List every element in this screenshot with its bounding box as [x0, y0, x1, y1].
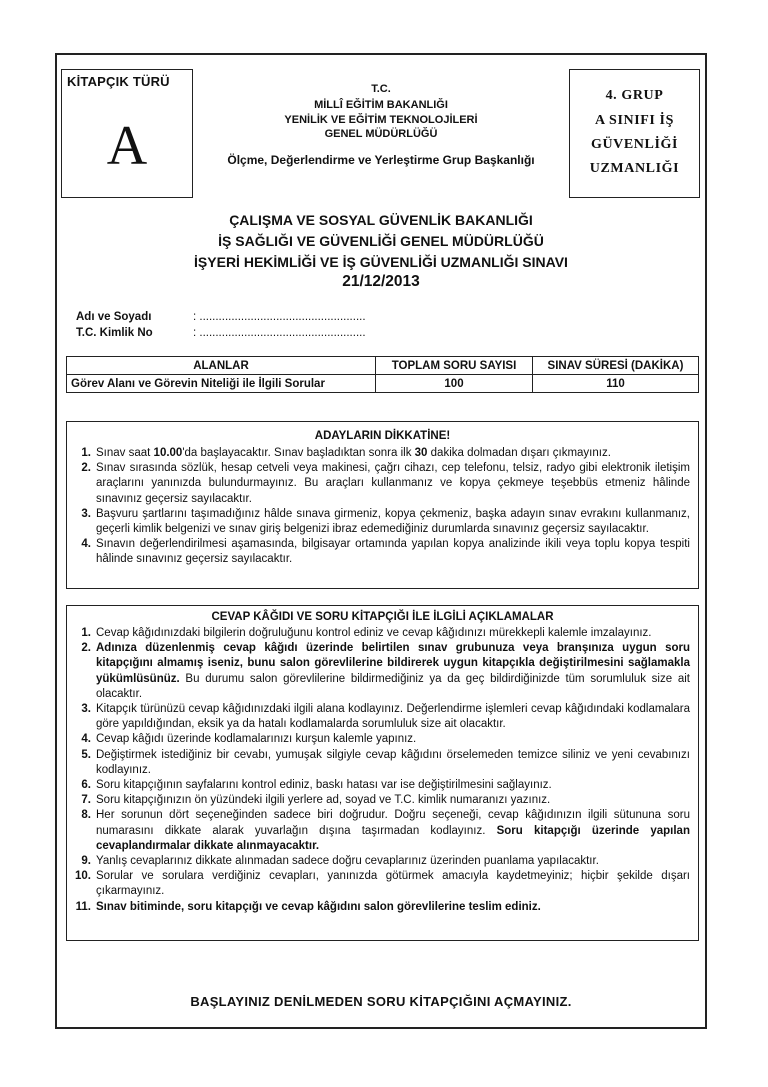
list-item: 5. Değiştirmek istediğiniz bir cevabı, yumuşak silgiyle cevap kâğıdını örselemeden temizce siliniz ve yeni cevabınızı kodlayınız.	[81, 748, 690, 776]
table-header-row	[67, 357, 699, 375]
group-line: GÜVENLİĞİ	[590, 137, 679, 152]
table-row	[67, 375, 699, 393]
exam-title: İŞYERİ HEKİMLİĞİ VE İŞ GÜVENLİĞİ UZMANLIĞI SINAVI	[194, 254, 568, 270]
booklet-type-label: KİTAPÇIK TÜRÜ	[67, 74, 170, 89]
candidate-attention-box	[66, 421, 699, 589]
cell-question-count: 100	[376, 375, 533, 393]
cell-duration: 110	[533, 375, 699, 393]
exam-date: 21/12/2013	[342, 273, 420, 290]
id-number-label: T.C. Kimlik No	[76, 327, 153, 339]
name-field[interactable]: : ....................................................	[193, 311, 366, 323]
list-item: 1. Sınav saat 10.00'da başlayacaktır. Sınav başladıktan sonra ilk 30 dakika dolmadan dışarı çıkmayınız.	[81, 447, 611, 459]
do-not-open-warning: BAŞLAYINIZ DENİLMEDEN SORU KİTAPÇIĞINI AÇMAYINIZ.	[190, 994, 572, 1009]
list-item: 7. Soru kitapçığınızın ön yüzündeki ilgili yerlere ad, soyad ve T.C. kimlik numaranızı yazınız.	[81, 794, 551, 807]
group-line: 4. GRUP	[605, 88, 664, 103]
answer-sheet-explanations-box	[66, 605, 699, 941]
group-line: A SINIFI İŞ	[595, 113, 674, 128]
attention-list	[67, 446, 698, 568]
list-item: 6. Soru kitapçığının sayfalarını kontrol ediniz, baskı hatası var ise değiştirilmesini sağlayınız.	[81, 779, 552, 792]
directorate-title: İŞ SAĞLIĞI VE GÜVENLİĞİ GENEL MÜDÜRLÜĞÜ	[218, 233, 544, 249]
header-org-tc: T.C.	[371, 83, 391, 95]
list-item: 2. Sınav sırasında sözlük, hesap cetveli veya makinesi, çağrı cihazı, cep telefonu, telsiz, radyo gibi elektronik iletişim araçlarını yanınızda bulundurmayınız. Bu araçları kullanmanız ve kopya çekmeye teşebbüs etmeniz hâlinde sınavınız geçersiz sayılacaktır.	[81, 462, 690, 505]
list-item: 3. Başvuru şartlarını taşımadığınız hâlde sınava girmeniz, kopya çekmeniz, başka adayın sınav evrakını kullanmanız, geçerli kimlik belgenizi ve sınav giriş belgenizi ibraz edemediğiniz durumlarda sınavınız geçersiz sayılacaktır.	[81, 507, 690, 536]
header-org-ministry: MİLLÎ EĞİTİM BAKANLIĞI	[314, 99, 448, 111]
attention-title: ADAYLARIN DİKKATİNE!	[314, 430, 451, 442]
explanations-list	[67, 626, 698, 915]
exam-group-box	[569, 69, 700, 198]
name-label: Adı ve Soyadı	[76, 311, 152, 323]
header-cell-duration: SINAV SÜRESİ (DAKİKA)	[533, 357, 699, 375]
list-item: 3. Kitapçık türünüzü cevap kâğıdınızdaki ilgili alana kodlayınız. Değerlendirme işlemleri cevap kâğıdındaki kodlamalara göre yapıldığından, eksik ya da hatalı kodlamalarda sorumluluk size ait olacaktır.	[81, 703, 690, 731]
list-item: 1. Cevap kâğıdınızdaki bilgilerin doğruluğunu kontrol ediniz ve cevap kâğıdınızı mürekkepli kalemle imzalayınız.	[81, 627, 652, 639]
list-item: 2. Adınıza düzenlenmiş cevap kâğıdı üzerinde belirtilen sınav grubunuza veya branşınıza uygun soru kitapçığını almamış iseniz, bunu salon görevlilerine bildirerek uygun kitapçıkla değiştirilmesini sağlamakla yükümlüsünüz. Bu durumu salon görevlilerine bildirmediğiniz ya da geç bildirdiğinizde tüm sorumluluk size ait olacaktır.	[81, 642, 690, 700]
explanations-title: CEVAP KÂĞIDI VE SORU KİTAPÇIĞI İLE İLGİLİ AÇIKLAMALAR	[211, 611, 554, 623]
cell-field-name: Görev Alanı ve Görevin Niteliği ile İlgili Sorular	[67, 375, 376, 393]
list-item: 10. Sorular ve sorulara verdiğiniz cevapları, yanınızda götürmek amacıyla kaydetmeyiniz; hiçbir şekilde dışarı çıkarmayınız.	[75, 870, 690, 898]
list-item: 4. Sınavın değerlendirilmesi aşamasında, bilgisayar ortamında yapılan kopya analizinde ikili veya toplu kopya tespiti hâlinde sınavınız geçersiz sayılacaktır.	[81, 538, 690, 566]
id-number-field[interactable]: : ....................................................	[193, 327, 366, 339]
header-cell-question-count: TOPLAM SORU SAYISI	[376, 357, 533, 375]
group-line: UZMANLIĞI	[589, 161, 680, 176]
fields-table	[66, 356, 699, 393]
header-unit: Ölçme, Değerlendirme ve Yerleştirme Grup Başkanlığı	[227, 153, 535, 167]
header-cell-fields: ALANLAR	[67, 357, 376, 375]
ministry-title: ÇALIŞMA VE SOSYAL GÜVENLİK BAKANLIĞI	[229, 212, 533, 228]
header-org-directorate: YENİLİK VE EĞİTİM TEKNOLOJİLERİ	[284, 114, 478, 126]
list-item: 9. Yanlış cevaplarınız dikkate alınmadan sadece doğru cevaplarınız üzerinden puanlama yapılacaktır.	[81, 855, 599, 868]
booklet-type-box	[61, 69, 193, 198]
header-org-general: GENEL MÜDÜRLÜĞÜ	[324, 128, 438, 140]
list-item: 11. Sınav bitiminde, soru kitapçığı ve cevap kâğıdını salon görevlilerine teslim ediniz.	[75, 900, 541, 913]
list-item: 4. Cevap kâğıdı üzerinde kodlamalarınızı kurşun kalemle yapınız.	[81, 733, 417, 746]
list-item: 8. Her sorunun dört seçeneğinden sadece biri doğrudur. Doğru seçeneği, cevap kâğıdınızın ilgili sütununa soru numarasını dikkate alarak yuvarlağın dışına taşırmadan kodlayınız. Soru kitapçığı üzerinde yapılan cevaplandırmalar dikkate alınmayacaktır.	[81, 809, 690, 852]
booklet-type-letter: A	[106, 115, 148, 177]
